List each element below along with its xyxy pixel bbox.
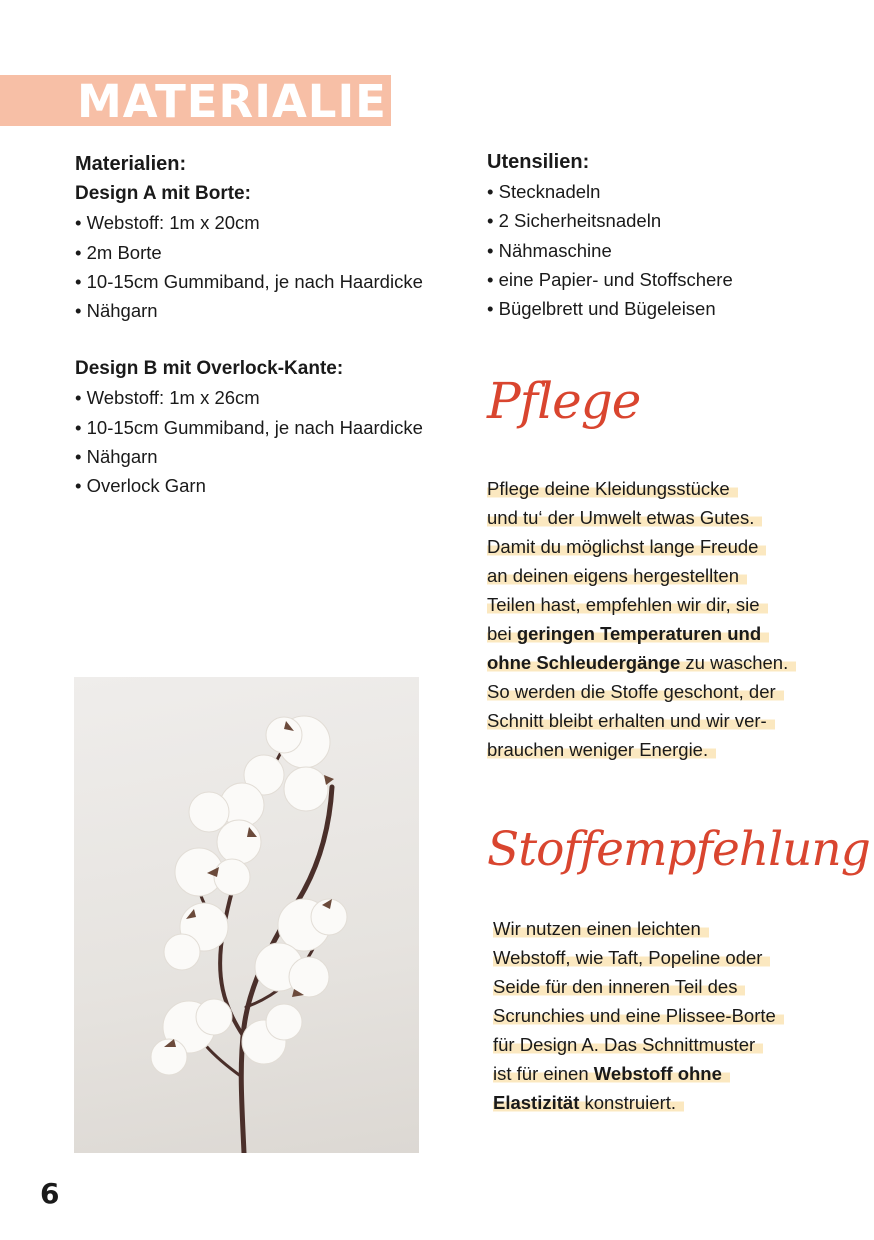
fabric-line: Seide für den inneren Teil des — [493, 976, 745, 997]
care-line: Teilen hast, empfehlen wir dir, sie — [487, 594, 768, 615]
list-item: • Webstoff: 1m x 20cm — [75, 212, 260, 234]
fabric-line: Wir nutzen einen leichten — [493, 918, 709, 939]
fabric-line: ist für einen — [493, 1063, 594, 1084]
fabric-line: konstruiert. — [579, 1092, 677, 1113]
list-item: • Stecknadeln — [487, 181, 601, 203]
list-item: • 2m Borte — [75, 241, 162, 263]
care-line: an deinen eigens hergestellten — [487, 565, 747, 586]
materials-heading: Materialien: — [75, 153, 187, 175]
care-line: Damit du möglichst lange Freude — [487, 536, 766, 557]
list-item: • Bügelbrett und Bügeleisen — [487, 298, 716, 320]
fabric-line: für Design A. Das Schnittmuster — [493, 1034, 763, 1055]
care-emphasis: ohne Schleudergänge — [487, 652, 681, 673]
care-line: und tu‘ der Umwelt etwas Gutes. — [487, 507, 762, 528]
design-a-heading: Design A mit Borte: — [75, 183, 251, 205]
cotton-branch-photo — [74, 677, 419, 1153]
page-title: MATERIALIEN — [77, 75, 426, 128]
fabric-heading: Stoffempfehlung — [487, 822, 870, 877]
care-line: brauchen weniger Energie. — [487, 739, 716, 760]
utensils-column — [487, 148, 847, 323]
fabric-emphasis: Elastizität — [493, 1092, 580, 1113]
materials-column — [75, 150, 465, 500]
list-item: • Nähmaschine — [487, 239, 612, 261]
list-item: • Nähgarn — [75, 300, 158, 322]
list-item: • Nähgarn — [75, 445, 158, 467]
care-paragraph — [487, 474, 847, 764]
care-line: Schnitt bleibt erhalten und wir ver- — [487, 710, 775, 731]
design-b-heading: Design B mit Overlock-Kante: — [75, 358, 344, 380]
care-line: So werden die Stoffe geschont, der — [487, 681, 784, 702]
fabric-emphasis: Webstoff ohne — [593, 1063, 722, 1084]
care-line: zu waschen. — [680, 652, 789, 673]
fabric-paragraph — [493, 914, 853, 1117]
utensils-heading: Utensilien: — [487, 151, 590, 173]
list-item: • eine Papier- und Stoffschere — [487, 268, 733, 290]
fabric-line: Webstoff, wie Taft, Popeline oder — [493, 947, 770, 968]
list-item: • 10-15cm Gummiband, je nach Haardicke — [75, 270, 423, 292]
care-heading: Pflege — [487, 372, 641, 430]
fabric-line: Scrunchies und eine Plissee-Borte — [493, 1005, 784, 1026]
list-item: • Overlock Garn — [75, 475, 206, 497]
page-number: 6 — [40, 1177, 60, 1210]
list-item: • Webstoff: 1m x 26cm — [75, 387, 260, 409]
care-line: bei — [487, 623, 517, 644]
care-line: Pflege deine Kleidungsstücke — [487, 478, 738, 499]
list-item: • 2 Sicherheitsnadeln — [487, 210, 662, 232]
list-item: • 10-15cm Gummiband, je nach Haardicke — [75, 416, 423, 438]
care-emphasis: geringen Temperaturen und — [516, 623, 762, 644]
